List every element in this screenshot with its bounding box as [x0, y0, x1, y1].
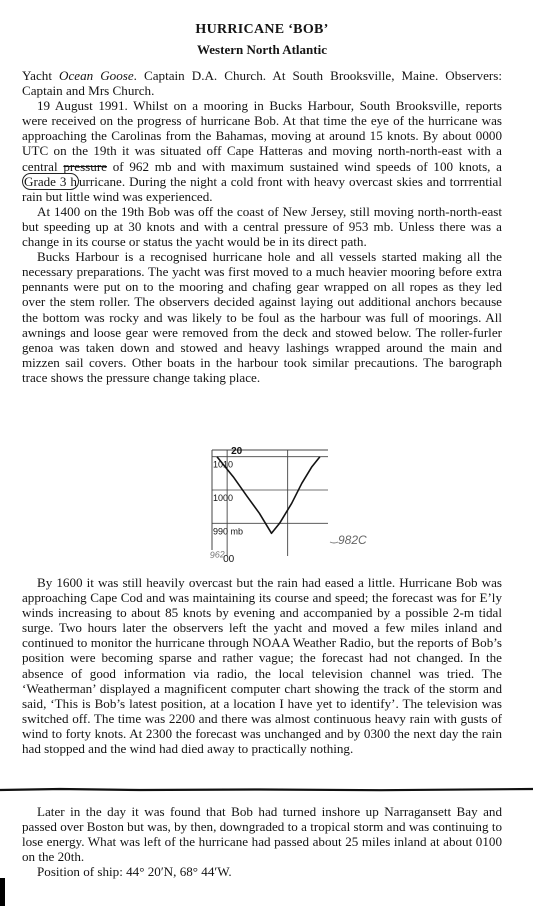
- text-run: of 962 mb and with maximum sustained wind speeds of 100 knots, a: [107, 158, 502, 174]
- barograph-trace: [180, 440, 420, 570]
- handwritten-note: 982C: [338, 533, 367, 547]
- paragraph-1600: By 1600 it was still heavily overcast but the rain had eased a little. Hurricane Bob was approaching Cape Cod and was maintaining its course and speed; the forecast was for E’ly winds increasing to about 85 knots by evening and accompanied by a possible 2-m tidal surge. Two hours later the observers left the yacht and moved a few miles inland and continued to monitor the hurricane through NOAA Weather Radio, but the reports of Bob’s position were becoming sparse and rather vague; the forecast had not changed. In the absence of good information via radio, the local television channel was tried. The ‘Weatherman’ displayed a magnificent computer chart showing the track of the storm and said, ‘This is Bob’s latest position, at a location I have yet to identify’. The television was switched off. The time was 2200 and there was almost continuous heavy rain with gusts of wind to forty knots. At 2300 the forecast was unchanged and by 0300 the next day the rain had stopped and the wind had died away to practically nothing.: [22, 575, 502, 757]
- paragraph-later: Later in the day it was found that Bob had turned inshore up Narragansett Bay and passed over Boston but was, by then, downgraded to a tropical storm and was continuing to lose energy. What was left of the hurricane had passed about 25 miles inland at about 0100 on the 20th.: [22, 804, 502, 865]
- body-text-bottom: [22, 804, 502, 879]
- chart-y-tick-label: 990 mb: [213, 526, 244, 537]
- circled-annotation: Grade 3 h: [24, 173, 77, 189]
- paragraph-position: Position of ship: 44° 20′N, 68° 44′W.: [37, 864, 232, 880]
- chart-y-tick-label: 1000: [213, 493, 234, 503]
- scan-margin-mark: [0, 878, 5, 906]
- yacht-name: Ocean Goose: [59, 68, 134, 83]
- chart-x-tick-label: 20: [231, 446, 243, 457]
- body-text-top: [22, 68, 502, 385]
- article-title: HURRICANE ‘BOB’: [195, 22, 329, 37]
- handwritten-stroke: [330, 542, 338, 543]
- struck-word: pressure: [63, 158, 107, 174]
- text-run: urricane. During the night a cold front with heavy overcast skies and torrrential rain but little wind was experienced.: [22, 173, 502, 204]
- text-run: . Captain D.A. Church. At South Brooksville, Maine. Observers: Captain and Mrs Church.: [22, 68, 503, 99]
- paragraph-1400: At 1400 on the 19th Bob was off the coast of New Jersey, still moving north-north-east but speeding up at 30 knots and with a central pressure of 953 mb. Unless there was a change in its course or status the yacht would be in its direct path.: [22, 203, 502, 250]
- text-run: Yacht: [22, 68, 59, 83]
- body-text-middle: [22, 575, 502, 756]
- text-run: 19 August 1991. Whilst on a mooring in Bucks Harbour, South Brooksville, reports were received on the progress of hurricane Bob. At that time the eye of the hurricane was approaching the Carolinas from the Bahamas, moving at around 15 knots. By about 0000 UTC on the 19th it was situated off Cape Hatteras and moving north-north-east with a central: [22, 98, 502, 174]
- scan-edge-rule: [0, 787, 533, 792]
- chart-y-tick-label: 1010: [213, 459, 234, 470]
- article-subtitle: Western North Atlantic: [197, 42, 327, 57]
- chart-x-tick-label: 00: [223, 554, 235, 565]
- paragraph-19-august: [22, 98, 502, 204]
- paragraph-observer: [22, 68, 502, 98]
- handwritten-note: 962: [209, 549, 226, 561]
- paragraph-bucks-harbour: Bucks Harbour is a recognised hurricane hole and all vessels started making all the necessary preparations. The yacht was first moved to a much heavier mooring before extra pennants were put on to the mooring and chafing gear wrapped on all ropes as they led over the stem roller. The observers decided against laying out additional anchors because the bottom was rocky and was likely to be foul as the harbour was full of moorings. All awnings and loose gear were removed from the deck and stowed below. The roller-furler genoa was taken down and stowed and heavy lashings wrapped around the main and mizzen sail covers. Other boats in the harbour took similar precautions. The barograph trace shows the pressure change taking place.: [22, 249, 502, 385]
